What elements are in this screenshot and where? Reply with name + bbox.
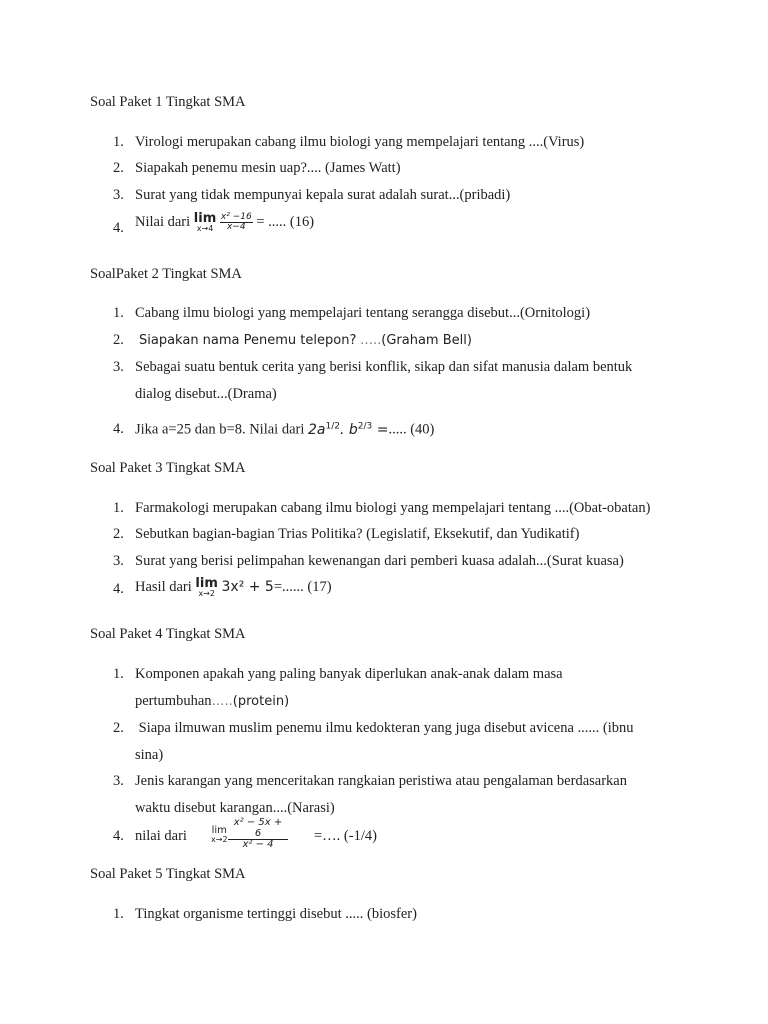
item-number: 2. <box>113 720 124 736</box>
question-answer: = ..... (16) <box>256 213 315 230</box>
item-number: 1. <box>113 305 124 321</box>
section-title-paket-1: Soal Paket 1 Tingkat SMA <box>90 94 246 110</box>
limit-expression <box>194 212 216 233</box>
question-text: Virologi merupakan cabang ilmu biologi yang mempelajari tentang ....(Virus) <box>135 134 585 150</box>
item-number: 1. <box>113 500 124 516</box>
item-number: 1. <box>113 666 124 682</box>
question-text: Siapakah penemu mesin uap?.... (James Watt) <box>135 160 401 176</box>
limit-subscript: x→2 <box>198 589 215 598</box>
question-math <box>135 577 332 598</box>
question-text-continued: sina) <box>135 747 164 763</box>
question-text: Surat yang berisi pelimpahan kewenangan dari pemberi kuasa adalah...(Surat kuasa) <box>135 553 624 569</box>
numerator: x² − 5x + 6 <box>233 817 283 839</box>
question-prefix: Hasil dari <box>135 578 192 595</box>
exponent-a: 1/2 <box>325 421 340 431</box>
question-text: Cabang ilmu biologi yang mempelajari tentang serangga disebut...(Ornitologi) <box>135 305 591 321</box>
item-number: 2. <box>113 332 124 348</box>
question-text-continued: pertumbuhan…..(protein) <box>135 693 290 709</box>
limit-symbol: lim <box>211 825 227 836</box>
question-math <box>135 421 434 439</box>
question-prefix: nilai dari <box>135 828 187 844</box>
limit-symbol: lim <box>195 576 218 591</box>
item-number: 1. <box>113 906 124 922</box>
question-text: Tingkat organisme tertinggi disebut ..... (biosfer) <box>135 906 417 922</box>
item-number: 3. <box>113 553 124 569</box>
question-prefix: Nilai dari <box>135 213 191 230</box>
section-title-paket-2: SoalPaket 2 Tingkat SMA <box>90 266 242 282</box>
question-text: Sebutkan bagian-bagian Trias Politika? (Legislatif, Eksekutif, dan Yudikatif) <box>135 526 580 542</box>
question-answer: =…. (-1/4) <box>314 828 377 844</box>
question-answer: =...... (17) <box>273 578 332 595</box>
question-math <box>135 212 314 233</box>
math-expression: 3x² + 5 <box>221 578 274 595</box>
item-number: 3. <box>113 773 124 789</box>
question-text: Siapa ilmuwan muslim penemu ilmu kedokteran yang juga disebut avicena ...... (ibnu <box>135 720 634 736</box>
denominator: x² − 4 <box>228 839 288 851</box>
question-text: Sebagai suatu bentuk cerita yang berisi konflik, sikap dan sifat manusia dalam bentuk <box>135 359 633 375</box>
item-number: 4. <box>113 421 124 437</box>
question-prefix: Jika a=25 dan b=8. Nilai dari <box>135 421 305 438</box>
power-expression: $2a^{1/2}$. $b^{2/3}$ = <box>308 421 389 438</box>
question-text: Siapakan nama Penemu telepon? …..(Graham Bell) <box>139 333 472 348</box>
section-title-paket-4: Soal Paket 4 Tingkat SMA <box>90 626 246 642</box>
item-number: 4. <box>113 581 124 597</box>
question-text: Jenis karangan yang menceritakan rangkaian peristiwa atau pengalaman berdasarkan <box>135 773 627 789</box>
exponent-b: 2/3 <box>357 421 373 431</box>
item-number: 4. <box>113 828 124 844</box>
fraction <box>228 818 288 851</box>
limit-expression <box>211 826 228 844</box>
limit-expression <box>195 577 217 598</box>
item-number: 4. <box>113 220 124 236</box>
limit-subscript: x→4 <box>196 224 214 233</box>
item-number: 3. <box>113 187 124 203</box>
item-number: 2. <box>113 526 124 542</box>
question-answer: ..... (40) <box>388 421 435 438</box>
section-title-paket-3: Soal Paket 3 Tingkat SMA <box>90 460 246 476</box>
item-number: 2. <box>113 160 124 176</box>
limit-symbol: lim <box>193 211 217 226</box>
question-text: Komponen apakah yang paling banyak diperlukan anak-anak dalam masa <box>135 666 563 682</box>
question-text: Surat yang tidak mempunyai kepala surat adalah surat...(pribadi) <box>135 187 511 203</box>
question-text-continued: waktu disebut karangan....(Narasi) <box>135 800 335 816</box>
limit-subscript: x→2 <box>211 835 228 844</box>
item-number: 3. <box>113 359 124 375</box>
question-text: Farmakologi merupakan cabang ilmu biologi yang mempelajari tentang ....(Obat-obatan) <box>135 500 651 516</box>
fraction <box>220 213 253 233</box>
item-number: 1. <box>113 134 124 150</box>
denominator: x−4 <box>220 222 253 232</box>
section-title-paket-5: Soal Paket 5 Tingkat SMA <box>90 866 246 882</box>
numerator: x² −16 <box>220 211 252 222</box>
question-text-continued: dialog disebut...(Drama) <box>135 386 277 402</box>
